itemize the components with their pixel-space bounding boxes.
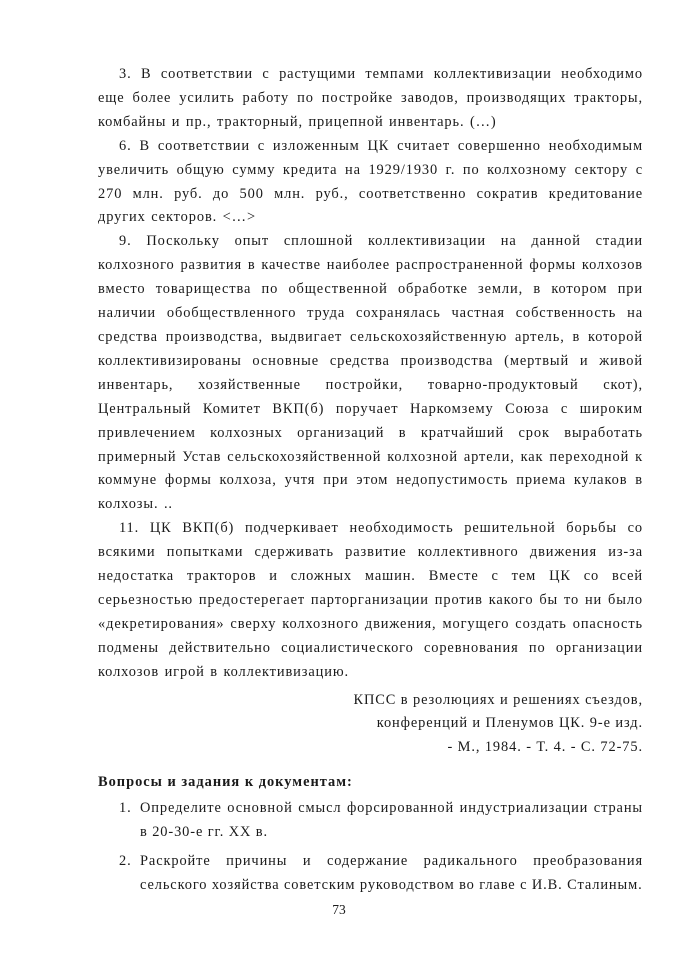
resolution-paragraph-11: 11. ЦК ВКП(б) подчеркивает необходимость решительной борьбы со всякими попытками сдерживать развитие коллективного движения из-за недостатка тракторов и сложных машин. Вместе с тем ЦК со всей серьезностью предостерегает парторганизации против какого бы то ни было «декретирования» сверху колхозного движения, могущего создать опасность подмены действительно социалистического соревнования по организации колхозов игрой в коллективизацию. [98, 520, 643, 680]
resolution-paragraph-6: 6. В соответствии с изложенным ЦК считает совершенно необходимым увеличить общую сумму кредита на 1929/1930 г. по колхозному сектору с 270 млн. руб. до 500 млн. руб., соответственно сократив кредитование других секторов. <…> [98, 137, 643, 226]
citation-line-1: КПСС в резолюциях и решениях съездов, [353, 691, 643, 708]
question-number: 1. [119, 800, 132, 817]
questions-list [98, 796, 643, 897]
citation-line-3: - М., 1984. - Т. 4. - С. 72-75. [447, 739, 643, 756]
resolution-paragraph-9: 9. Поскольку опыт сплошной коллективизации на данной стадии колхозного развития в качестве наиболее распространенной формы колхозов вместо товарищества по общественной обработке земли, в котором при наличии обобществленного труда сохранялась частная собственность на средства производства, выдвигает сельскохозяйственную артель, в которой коллективизированы основные средства производства (мертвый и живой инвентарь, хозяйственные постройки, товарно-продуктовый скот), Центральный Комитет ВКП(б) поручает Наркомзему Союза с широким привлечением колхозных организаций в кратчайший срок выработать примерный Устав сельскохозяйственной колхозной артели, как переходной к коммуне формы колхоза, учтя при этом недопустимость приема кулаков в колхозы. .. [98, 233, 643, 513]
page-number: 73 [332, 902, 346, 917]
source-citation [98, 689, 643, 761]
question-text: Определите основной смысл форсированной индустриализации страны в 20-30-е гг. XX в. [140, 800, 643, 841]
question-item [98, 849, 643, 897]
questions-heading: Вопросы и задания к документам: [98, 774, 353, 791]
document-body [98, 63, 643, 902]
question-text: Раскройте причины и содержание радикального преобразования сельского хозяйства советским руководством во главе с И.В. Сталиным. [140, 853, 643, 894]
resolution-paragraph-3: 3. В соответствии с растущими темпами коллективизации необходимо еще более усилить работу по постройке заводов, производящих тракторы, комбайны и пр., тракторный, прицепной инвентарь. (…) [98, 66, 643, 130]
citation-line-2: конференций и Пленумов ЦК. 9-е изд. [376, 715, 643, 732]
question-item [98, 796, 643, 844]
question-number: 2. [119, 853, 132, 870]
